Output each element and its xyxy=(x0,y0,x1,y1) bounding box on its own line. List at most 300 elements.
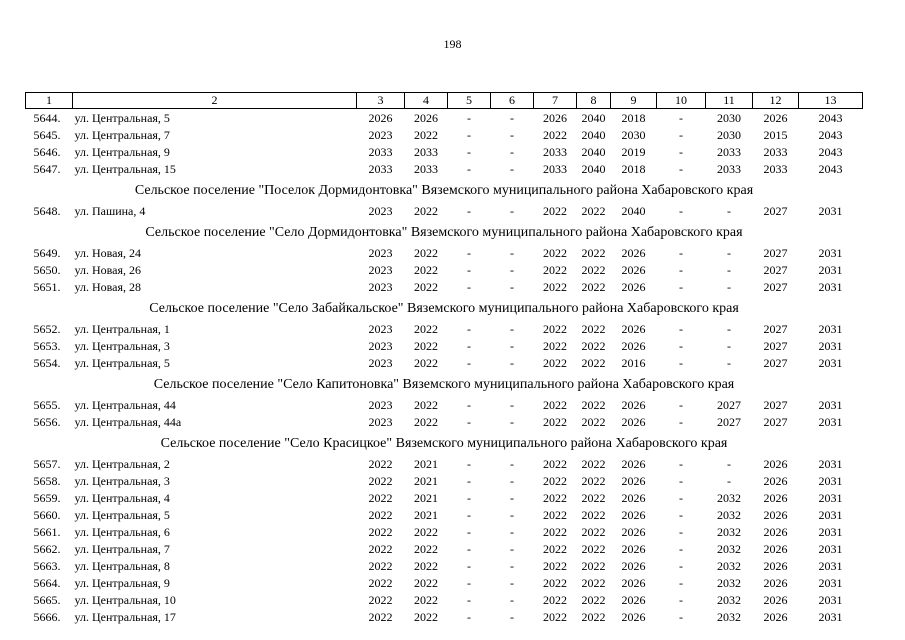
year-cell: 2031 xyxy=(818,575,843,590)
year-cell: 2022 xyxy=(543,575,567,590)
table-row xyxy=(26,506,863,523)
year-cell: 2022 xyxy=(368,541,393,556)
year-cell: 2022 xyxy=(368,558,393,573)
row-number: 5655. xyxy=(33,397,61,412)
year-cell: 2031 xyxy=(818,524,843,539)
year-cell: 2022 xyxy=(414,245,438,260)
row-number: 5653. xyxy=(33,338,61,353)
year-cell: 2026 xyxy=(414,110,438,125)
year-cell: 2022 xyxy=(581,397,606,412)
year-cell: 2032 xyxy=(717,541,741,556)
row-number: 5664. xyxy=(33,575,61,590)
year-cell: - xyxy=(467,592,471,607)
year-cell: 2043 xyxy=(818,110,843,125)
year-cell: - xyxy=(510,473,514,488)
year-cell: - xyxy=(679,558,683,573)
year-cell: - xyxy=(679,575,683,590)
year-cell: - xyxy=(467,161,471,176)
year-cell: - xyxy=(510,338,514,353)
year-cell: 2031 xyxy=(818,609,843,624)
year-cell: 2022 xyxy=(581,473,606,488)
year-cell: 2033 xyxy=(763,144,788,159)
year-cell: 2027 xyxy=(763,338,788,353)
year-cell: 2031 xyxy=(818,321,843,336)
year-cell: - xyxy=(679,279,683,294)
year-cell: 2026 xyxy=(621,575,646,590)
year-cell: - xyxy=(510,321,514,336)
year-cell: 2027 xyxy=(763,355,788,370)
year-cell: 2031 xyxy=(818,397,843,412)
year-cell: - xyxy=(679,144,683,159)
row-number: 5649. xyxy=(33,245,61,260)
year-cell: 2033 xyxy=(368,144,393,159)
row-number: 5658. xyxy=(33,473,61,488)
year-cell: 2031 xyxy=(818,490,843,505)
year-cell: - xyxy=(467,127,471,142)
year-cell: 2022 xyxy=(414,541,438,556)
table-row xyxy=(26,261,863,278)
year-cell: 2040 xyxy=(581,127,606,142)
year-cell: 2022 xyxy=(581,490,606,505)
year-cell: 2018 xyxy=(621,161,646,176)
section-heading-row xyxy=(26,177,863,202)
year-cell: 2030 xyxy=(621,127,646,142)
year-cell: - xyxy=(727,279,731,294)
year-cell: 2026 xyxy=(763,609,788,624)
year-cell: 2019 xyxy=(621,144,646,159)
year-cell: 2022 xyxy=(543,473,567,488)
year-cell: - xyxy=(679,127,683,142)
year-cell: 2022 xyxy=(581,575,606,590)
address-cell: ул. Новая, 26 xyxy=(74,262,141,277)
table-row xyxy=(26,143,863,160)
year-cell: 2026 xyxy=(763,592,788,607)
year-cell: 2033 xyxy=(414,144,438,159)
year-cell: - xyxy=(510,245,514,260)
year-cell: 2027 xyxy=(763,262,788,277)
year-cell: 2022 xyxy=(581,279,606,294)
address-cell: ул. Центральная, 10 xyxy=(74,592,176,607)
year-cell: 2022 xyxy=(543,524,567,539)
year-cell: 2022 xyxy=(543,127,567,142)
year-cell: - xyxy=(467,456,471,471)
row-number: 5659. xyxy=(33,490,61,505)
year-cell: 2022 xyxy=(414,355,438,370)
year-cell: - xyxy=(510,524,514,539)
year-cell: 2022 xyxy=(543,414,567,429)
year-cell: - xyxy=(467,507,471,522)
year-cell: 2033 xyxy=(717,161,741,176)
year-cell: 2022 xyxy=(368,592,393,607)
year-cell: - xyxy=(679,490,683,505)
year-cell: 2026 xyxy=(763,507,788,522)
housing-schedule-table xyxy=(25,92,863,625)
address-cell: ул. Центральная, 1 xyxy=(74,321,170,336)
year-cell: - xyxy=(679,456,683,471)
year-cell: 2026 xyxy=(621,397,646,412)
year-cell: - xyxy=(679,321,683,336)
table-row xyxy=(26,396,863,413)
year-cell: - xyxy=(679,507,683,522)
year-cell: - xyxy=(467,321,471,336)
year-cell: 2021 xyxy=(414,456,438,471)
table-row xyxy=(26,489,863,506)
address-cell: ул. Центральная, 17 xyxy=(74,609,176,624)
year-cell: - xyxy=(727,355,731,370)
address-cell: ул. Центральная, 9 xyxy=(74,575,170,590)
year-cell: 2026 xyxy=(763,110,788,125)
table-row xyxy=(26,278,863,295)
year-cell: - xyxy=(467,397,471,412)
year-cell: 2040 xyxy=(581,161,606,176)
year-cell: 2031 xyxy=(818,203,843,218)
year-cell: 2022 xyxy=(543,490,567,505)
year-cell: 2026 xyxy=(543,110,567,125)
section-heading-row xyxy=(26,430,863,455)
year-cell: - xyxy=(467,490,471,505)
year-cell: 2026 xyxy=(621,609,646,624)
table-row xyxy=(26,557,863,574)
address-cell: ул. Центральная, 44а xyxy=(74,414,182,429)
row-number: 5651. xyxy=(33,279,61,294)
year-cell: - xyxy=(467,473,471,488)
address-cell: ул. Новая, 24 xyxy=(74,245,141,260)
table-body xyxy=(26,109,863,626)
year-cell: - xyxy=(727,203,731,218)
year-cell: 2026 xyxy=(621,279,646,294)
address-cell: ул. Центральная, 4 xyxy=(74,490,170,505)
year-cell: - xyxy=(679,473,683,488)
year-cell: 2026 xyxy=(621,245,646,260)
row-number: 5647. xyxy=(33,161,61,176)
year-cell: - xyxy=(510,609,514,624)
row-number: 5665. xyxy=(33,592,61,607)
table-row xyxy=(26,523,863,540)
year-cell: 2022 xyxy=(543,245,567,260)
year-cell: - xyxy=(510,203,514,218)
page-number: 198 xyxy=(443,37,462,51)
year-cell: 2026 xyxy=(621,456,646,471)
year-cell: 2026 xyxy=(621,490,646,505)
year-cell: 2027 xyxy=(717,397,741,412)
year-cell: 2022 xyxy=(368,575,393,590)
year-cell: 2022 xyxy=(414,203,438,218)
year-cell: - xyxy=(467,203,471,218)
address-cell: ул. Центральная, 44 xyxy=(74,397,176,412)
column-header: 5 xyxy=(448,93,491,109)
address-cell: ул. Центральная, 7 xyxy=(74,127,170,142)
year-cell: 2016 xyxy=(621,355,646,370)
year-cell: - xyxy=(467,279,471,294)
year-cell: 2026 xyxy=(621,541,646,556)
year-cell: - xyxy=(727,262,731,277)
year-cell: 2031 xyxy=(818,245,843,260)
header-row xyxy=(26,93,863,109)
year-cell: 2026 xyxy=(763,456,788,471)
year-cell: 2031 xyxy=(818,507,843,522)
year-cell: 2026 xyxy=(621,507,646,522)
year-cell: 2022 xyxy=(368,524,393,539)
table-row xyxy=(26,109,863,127)
year-cell: 2030 xyxy=(717,110,741,125)
year-cell: 2027 xyxy=(717,414,741,429)
year-cell: - xyxy=(467,144,471,159)
year-cell: - xyxy=(467,414,471,429)
table-row xyxy=(26,354,863,371)
year-cell: 2032 xyxy=(717,575,741,590)
row-number: 5656. xyxy=(33,414,61,429)
year-cell: 2022 xyxy=(368,609,393,624)
year-cell: 2022 xyxy=(581,262,606,277)
year-cell: 2022 xyxy=(414,338,438,353)
column-header: 7 xyxy=(534,93,577,109)
section-heading-row xyxy=(26,219,863,244)
year-cell: - xyxy=(510,541,514,556)
year-cell: 2022 xyxy=(543,507,567,522)
year-cell: 2022 xyxy=(414,414,438,429)
year-cell: 2033 xyxy=(763,161,788,176)
year-cell: 2018 xyxy=(621,110,646,125)
year-cell: 2031 xyxy=(818,592,843,607)
year-cell: - xyxy=(510,355,514,370)
column-header: 9 xyxy=(611,93,657,109)
address-cell: ул. Центральная, 2 xyxy=(74,456,170,471)
year-cell: 2026 xyxy=(621,473,646,488)
year-cell: - xyxy=(510,507,514,522)
table-row xyxy=(26,540,863,557)
year-cell: 2031 xyxy=(818,456,843,471)
year-cell: 2031 xyxy=(818,473,843,488)
column-header: 1 xyxy=(26,93,73,109)
row-number: 5666. xyxy=(33,609,61,624)
section-title: Сельское поселение "Село Капитоновка" Вяземского муниципального района Хабаровского края xyxy=(153,377,735,392)
year-cell: 2022 xyxy=(368,456,393,471)
section-title: Сельское поселение "Село Красицкое" Вяземского муниципального района Хабаровского края xyxy=(160,436,728,451)
table-row xyxy=(26,574,863,591)
year-cell: 2022 xyxy=(581,414,606,429)
year-cell: 2026 xyxy=(763,558,788,573)
year-cell: 2022 xyxy=(543,321,567,336)
row-number: 5648. xyxy=(33,203,61,218)
year-cell: 2031 xyxy=(818,414,843,429)
table-row xyxy=(26,320,863,337)
year-cell: 2023 xyxy=(368,397,393,412)
address-cell: ул. Пашина, 4 xyxy=(74,203,146,218)
address-cell: ул. Центральная, 5 xyxy=(74,355,170,370)
year-cell: 2026 xyxy=(621,321,646,336)
year-cell: - xyxy=(510,144,514,159)
year-cell: 2032 xyxy=(717,592,741,607)
section-heading-row xyxy=(26,371,863,396)
year-cell: 2022 xyxy=(543,262,567,277)
year-cell: 2031 xyxy=(818,541,843,556)
row-number: 5661. xyxy=(33,524,61,539)
year-cell: - xyxy=(510,414,514,429)
year-cell: 2033 xyxy=(368,161,393,176)
year-cell: 2032 xyxy=(717,507,741,522)
year-cell: 2031 xyxy=(818,279,843,294)
year-cell: 2033 xyxy=(717,144,741,159)
year-cell: 2022 xyxy=(543,397,567,412)
year-cell: - xyxy=(679,161,683,176)
row-number: 5652. xyxy=(33,321,61,336)
year-cell: - xyxy=(679,110,683,125)
year-cell: 2026 xyxy=(621,414,646,429)
address-cell: ул. Центральная, 15 xyxy=(74,161,176,176)
table-row xyxy=(26,472,863,489)
year-cell: 2022 xyxy=(543,541,567,556)
year-cell: - xyxy=(727,473,731,488)
column-header: 12 xyxy=(753,93,799,109)
year-cell: 2026 xyxy=(763,524,788,539)
year-cell: - xyxy=(467,524,471,539)
column-header: 10 xyxy=(657,93,706,109)
year-cell: 2022 xyxy=(543,558,567,573)
year-cell: 2027 xyxy=(763,397,788,412)
year-cell: 2022 xyxy=(543,338,567,353)
year-cell: 2015 xyxy=(763,127,788,142)
year-cell: 2022 xyxy=(368,490,393,505)
year-cell: - xyxy=(679,524,683,539)
year-cell: - xyxy=(467,245,471,260)
row-number: 5657. xyxy=(33,456,61,471)
year-cell: 2022 xyxy=(543,203,567,218)
year-cell: - xyxy=(679,245,683,260)
address-cell: ул. Центральная, 6 xyxy=(74,524,170,539)
year-cell: 2026 xyxy=(368,110,393,125)
column-header: 13 xyxy=(799,93,863,109)
table-row xyxy=(26,202,863,219)
year-cell: - xyxy=(467,262,471,277)
year-cell: 2022 xyxy=(581,558,606,573)
table-row xyxy=(26,608,863,625)
year-cell: - xyxy=(510,161,514,176)
year-cell: 2022 xyxy=(414,279,438,294)
year-cell: 2026 xyxy=(621,524,646,539)
year-cell: - xyxy=(679,541,683,556)
year-cell: 2023 xyxy=(368,321,393,336)
year-cell: - xyxy=(467,110,471,125)
year-cell: 2030 xyxy=(717,127,741,142)
address-cell: ул. Центральная, 5 xyxy=(74,110,170,125)
year-cell: 2043 xyxy=(818,144,843,159)
year-cell: 2043 xyxy=(818,127,843,142)
year-cell: 2027 xyxy=(763,321,788,336)
year-cell: 2026 xyxy=(763,575,788,590)
year-cell: 2032 xyxy=(717,490,741,505)
year-cell: - xyxy=(510,558,514,573)
year-cell: 2031 xyxy=(818,355,843,370)
address-cell: ул. Новая, 28 xyxy=(74,279,141,294)
year-cell: - xyxy=(727,245,731,260)
year-cell: 2033 xyxy=(543,144,567,159)
year-cell: 2023 xyxy=(368,245,393,260)
address-cell: ул. Центральная, 3 xyxy=(74,473,170,488)
row-number: 5645. xyxy=(33,127,61,142)
column-header: 11 xyxy=(706,93,753,109)
column-header: 8 xyxy=(577,93,611,109)
year-cell: 2022 xyxy=(581,524,606,539)
year-cell: - xyxy=(510,279,514,294)
section-heading-row xyxy=(26,295,863,320)
year-cell: 2022 xyxy=(414,524,438,539)
row-number: 5654. xyxy=(33,355,61,370)
year-cell: 2022 xyxy=(581,609,606,624)
row-number: 5644. xyxy=(33,110,61,125)
year-cell: 2032 xyxy=(717,524,741,539)
year-cell: 2031 xyxy=(818,338,843,353)
year-cell: 2026 xyxy=(621,262,646,277)
year-cell: - xyxy=(679,355,683,370)
column-header: 4 xyxy=(405,93,448,109)
address-cell: ул. Центральная, 7 xyxy=(74,541,170,556)
year-cell: - xyxy=(679,338,683,353)
year-cell: - xyxy=(727,456,731,471)
year-cell: - xyxy=(727,321,731,336)
year-cell: 2023 xyxy=(368,414,393,429)
section-title: Сельское поселение "Село Дормидонтовка" Вяземского муниципального района Хабаровского края xyxy=(145,225,743,240)
row-number: 5650. xyxy=(33,262,61,277)
year-cell: - xyxy=(467,575,471,590)
year-cell: 2022 xyxy=(414,558,438,573)
year-cell: - xyxy=(467,355,471,370)
year-cell: 2022 xyxy=(414,397,438,412)
year-cell: - xyxy=(510,397,514,412)
table-row xyxy=(26,160,863,177)
year-cell: 2026 xyxy=(763,490,788,505)
year-cell: 2026 xyxy=(621,592,646,607)
year-cell: 2022 xyxy=(581,203,606,218)
year-cell: 2022 xyxy=(543,279,567,294)
year-cell: 2021 xyxy=(414,473,438,488)
year-cell: 2022 xyxy=(543,456,567,471)
year-cell: 2022 xyxy=(414,609,438,624)
year-cell: - xyxy=(510,127,514,142)
section-title: Сельское поселение "Село Забайкальское" Вяземского муниципального района Хабаровского края xyxy=(149,301,739,316)
year-cell: 2022 xyxy=(581,541,606,556)
address-cell: ул. Центральная, 8 xyxy=(74,558,170,573)
year-cell: 2031 xyxy=(818,262,843,277)
table-row xyxy=(26,126,863,143)
year-cell: 2021 xyxy=(414,507,438,522)
year-cell: - xyxy=(510,592,514,607)
year-cell: 2022 xyxy=(543,592,567,607)
year-cell: 2022 xyxy=(414,321,438,336)
year-cell: - xyxy=(510,456,514,471)
year-cell: 2022 xyxy=(581,321,606,336)
year-cell: 2023 xyxy=(368,203,393,218)
year-cell: - xyxy=(467,558,471,573)
year-cell: 2022 xyxy=(543,609,567,624)
table-row xyxy=(26,244,863,261)
year-cell: - xyxy=(679,592,683,607)
year-cell: - xyxy=(510,490,514,505)
year-cell: 2027 xyxy=(763,203,788,218)
year-cell: 2023 xyxy=(368,355,393,370)
year-cell: 2027 xyxy=(763,414,788,429)
year-cell: 2022 xyxy=(368,473,393,488)
row-number: 5662. xyxy=(33,541,61,556)
year-cell: 2027 xyxy=(763,245,788,260)
year-cell: - xyxy=(679,397,683,412)
year-cell: 2032 xyxy=(717,609,741,624)
year-cell: 2023 xyxy=(368,127,393,142)
year-cell: - xyxy=(727,338,731,353)
year-cell: 2022 xyxy=(581,355,606,370)
column-header: 2 xyxy=(73,93,357,109)
year-cell: - xyxy=(467,338,471,353)
year-cell: - xyxy=(679,414,683,429)
